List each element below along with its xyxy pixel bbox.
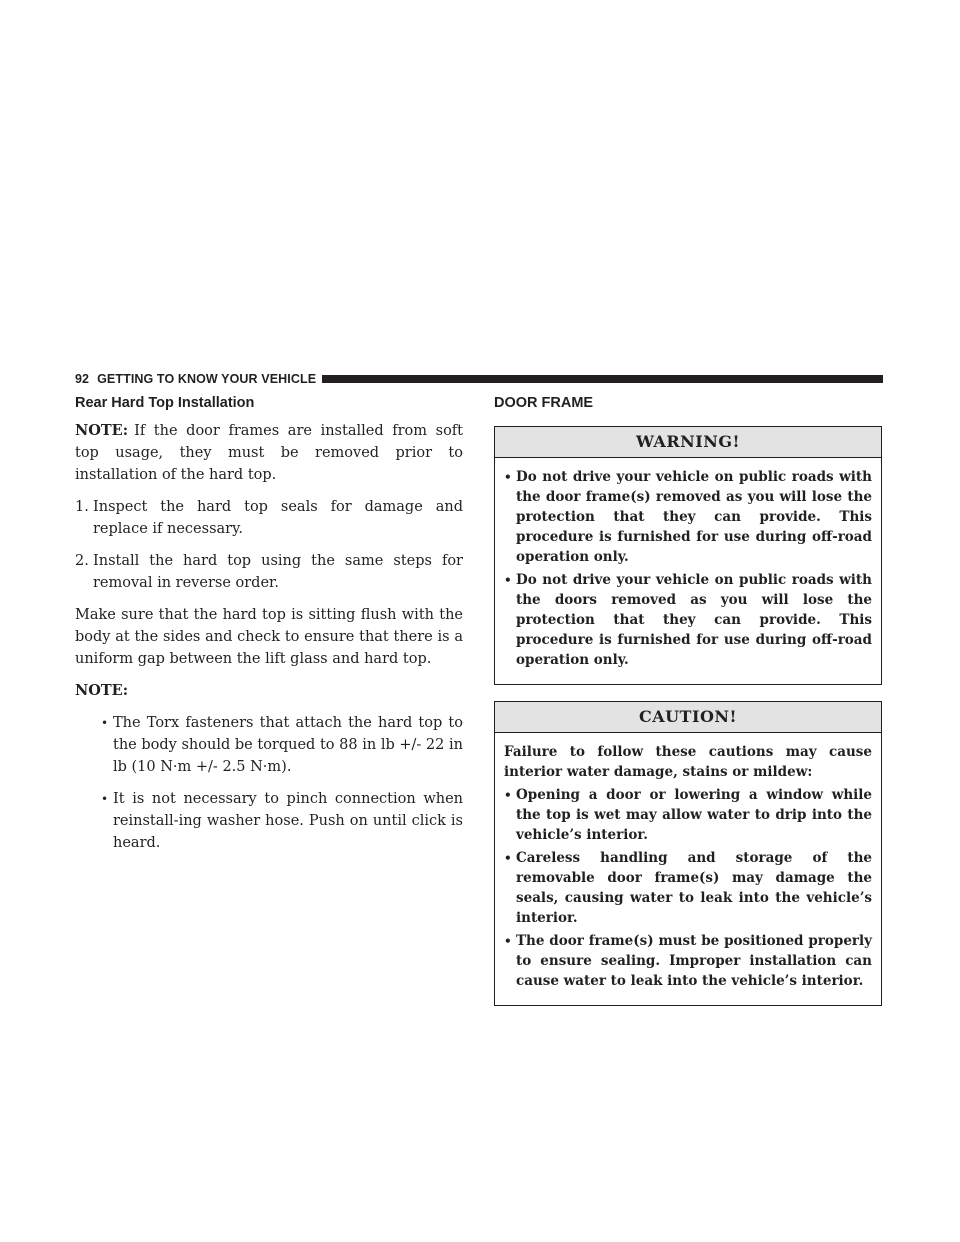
right-column [494, 394, 882, 1006]
bullet-text: It is not necessary to pinch connection when reinstall-ing washer hose. Push on until click is heard. [113, 791, 463, 851]
caution-box [494, 701, 882, 1006]
warning-bullet-list [504, 467, 872, 670]
list-item [101, 788, 463, 854]
body-paragraph: Make sure that the hard top is sitting flush with the body at the sides and check to ensure that there is a uniform gap between the lift glass and hard top. [75, 607, 463, 667]
step-text: Install the hard top using the same steps for removal in reverse order. [93, 553, 463, 591]
bullet-icon: • [101, 716, 109, 730]
bullet-text: Do not drive your vehicle on public roads with the door frame(s) removed as you will lose the protection that they can provide. This procedure is furnished for use during off-road operation only. [516, 469, 872, 565]
note-bullet-list [101, 712, 463, 854]
note-label: NOTE: [75, 422, 129, 439]
list-item [504, 570, 872, 670]
step-item [75, 550, 463, 594]
left-column [75, 394, 463, 864]
bullet-icon: • [504, 934, 512, 948]
bullet-text: The Torx fasteners that attach the hard top to the body should be torqued to 88 in lb +/- 22 in lb (10 N·m +/- 2.5 N·m). [113, 715, 463, 775]
bullet-text: Opening a door or lowering a window while the top is wet may allow water to drip into the vehicle’s interior. [516, 787, 872, 843]
bullet-icon: • [101, 792, 109, 806]
caution-bullet-list [504, 785, 872, 991]
rear-hard-top-installation-heading: Rear Hard Top Installation [75, 395, 255, 411]
list-item [504, 848, 872, 928]
step-item [75, 496, 463, 540]
note-label: NOTE: [75, 682, 129, 699]
page-number: 92 [75, 372, 90, 386]
warning-body [495, 458, 881, 684]
list-item [504, 467, 872, 567]
section-title: GETTING TO KNOW YOUR VEHICLE [97, 372, 317, 386]
door-frame-heading: DOOR FRAME [494, 395, 594, 411]
bullet-text: Do not drive your vehicle on public roads with the doors removed as you will lose the protection that they can provide. This procedure is furnished for use during off-road operation only. [516, 572, 872, 668]
bullet-icon: • [504, 573, 512, 587]
note-paragraph [75, 420, 463, 486]
bullet-icon: • [504, 788, 512, 802]
page-header [75, 371, 883, 387]
list-item [504, 785, 872, 845]
caution-intro: Failure to follow these cautions may cause interior water damage, stains or mildew: [504, 744, 872, 780]
caution-title: CAUTION! [495, 702, 881, 733]
caution-body [495, 733, 881, 1005]
step-number: 1. [75, 499, 89, 515]
list-item [504, 931, 872, 991]
list-item [101, 712, 463, 778]
step-text: Inspect the hard top seals for damage and replace if necessary. [93, 499, 463, 537]
warning-box [494, 426, 882, 685]
step-number: 2. [75, 553, 89, 569]
warning-title: WARNING! [495, 427, 881, 458]
note-label-standalone [75, 680, 463, 702]
bullet-icon: • [504, 470, 512, 484]
running-head [75, 372, 316, 386]
bullet-text: Careless handling and storage of the removable door frame(s) may damage the seals, causing water to leak into the vehicle’s interior. [516, 850, 872, 926]
header-rule [322, 375, 883, 383]
bullet-icon: • [504, 851, 512, 865]
note-text: If the door frames are installed from soft top usage, they must be removed prior to installation of the hard top. [75, 423, 463, 483]
bullet-text: The door frame(s) must be positioned properly to ensure sealing. Improper installation can cause water to leak into the vehicle’s interior. [516, 933, 872, 989]
